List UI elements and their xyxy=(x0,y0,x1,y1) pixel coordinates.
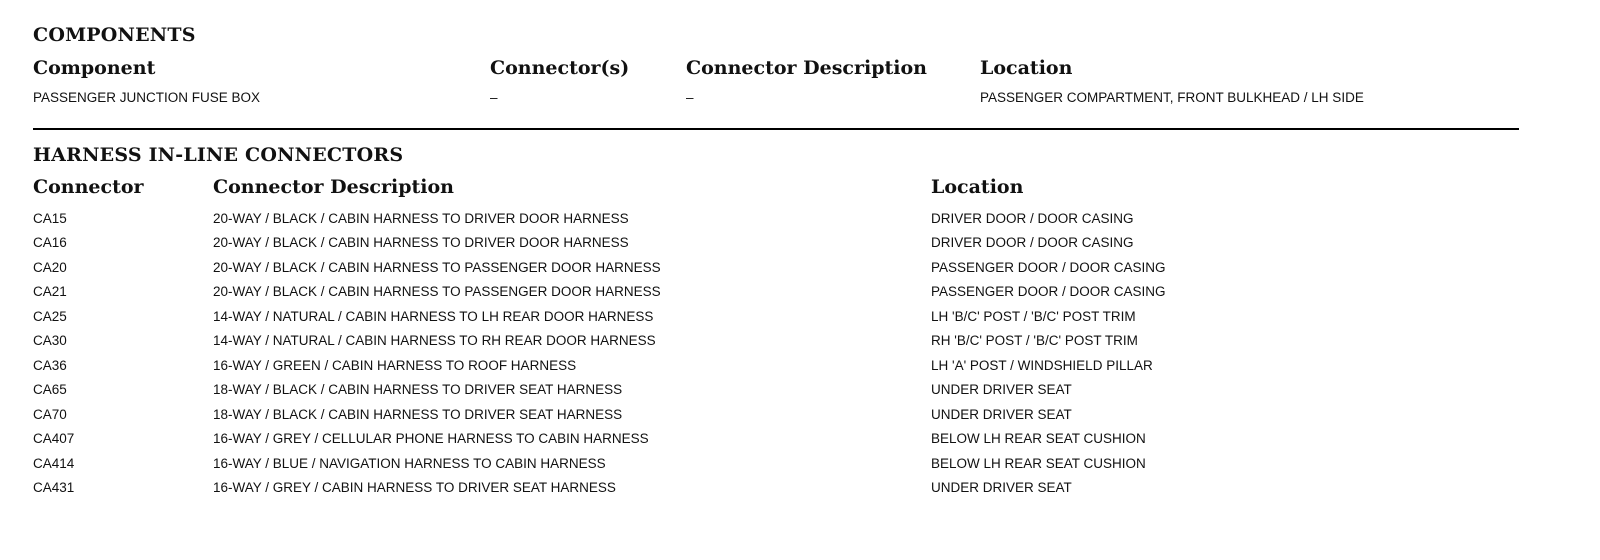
component-cell: PASSENGER JUNCTION FUSE BOX xyxy=(33,90,261,105)
table-row xyxy=(0,260,1600,284)
connector-description-cell: – xyxy=(686,90,694,105)
connector-cell: CA21 xyxy=(33,284,67,299)
location-cell: UNDER DRIVER SEAT xyxy=(931,480,1072,495)
connector-description-cell: 14-WAY / NATURAL / CABIN HARNESS TO LH REAR DOOR HARNESS xyxy=(213,309,654,324)
connector-description-cell: 16-WAY / GREY / CELLULAR PHONE HARNESS TO CABIN HARNESS xyxy=(213,431,649,446)
connector-description-cell: 16-WAY / GREEN / CABIN HARNESS TO ROOF HARNESS xyxy=(213,358,577,373)
connector-description-cell: 20-WAY / BLACK / CABIN HARNESS TO PASSENGER DOOR HARNESS xyxy=(213,284,661,299)
components-title: COMPONENTS xyxy=(33,24,196,46)
location-cell: DRIVER DOOR / DOOR CASING xyxy=(931,235,1134,250)
location-cell: UNDER DRIVER SEAT xyxy=(931,407,1072,422)
table-row xyxy=(0,333,1600,357)
connector-cell: CA407 xyxy=(33,431,75,446)
location-cell: PASSENGER COMPARTMENT, FRONT BULKHEAD / LH SIDE xyxy=(980,90,1364,105)
table-row xyxy=(0,407,1600,431)
harness-header-connector-description: Connector Description xyxy=(213,176,454,198)
location-cell: PASSENGER DOOR / DOOR CASING xyxy=(931,260,1166,275)
connector-cell: CA70 xyxy=(33,407,67,422)
location-cell: DRIVER DOOR / DOOR CASING xyxy=(931,211,1134,226)
connector-description-cell: 18-WAY / BLACK / CABIN HARNESS TO DRIVER SEAT HARNESS xyxy=(213,382,623,397)
location-cell: BELOW LH REAR SEAT CUSHION xyxy=(931,456,1146,471)
table-row xyxy=(0,456,1600,480)
table-row xyxy=(0,235,1600,259)
harness-header-location: Location xyxy=(931,176,1024,198)
connector-cell: CA25 xyxy=(33,309,67,324)
components-header-connector-description: Connector Description xyxy=(686,57,927,79)
connector-cell: CA20 xyxy=(33,260,67,275)
connector-description-cell: 20-WAY / BLACK / CABIN HARNESS TO DRIVER DOOR HARNESS xyxy=(213,235,629,250)
connector-description-cell: 20-WAY / BLACK / CABIN HARNESS TO PASSENGER DOOR HARNESS xyxy=(213,260,661,275)
location-cell: BELOW LH REAR SEAT CUSHION xyxy=(931,431,1146,446)
connector-cell: CA15 xyxy=(33,211,67,226)
connectors-cell: – xyxy=(490,90,498,105)
connector-cell: CA414 xyxy=(33,456,75,471)
section-divider xyxy=(33,128,1519,130)
location-cell: LH 'B/C' POST / 'B/C' POST TRIM xyxy=(931,309,1136,324)
table-row xyxy=(0,211,1600,235)
location-cell: PASSENGER DOOR / DOOR CASING xyxy=(931,284,1166,299)
connector-cell: CA30 xyxy=(33,333,67,348)
connector-description-cell: 16-WAY / GREY / CABIN HARNESS TO DRIVER SEAT HARNESS xyxy=(213,480,616,495)
location-cell: UNDER DRIVER SEAT xyxy=(931,382,1072,397)
components-header-location: Location xyxy=(980,57,1073,79)
connector-cell: CA36 xyxy=(33,358,67,373)
table-row xyxy=(0,284,1600,308)
table-row xyxy=(0,431,1600,455)
connector-cell: CA16 xyxy=(33,235,67,250)
table-row xyxy=(0,90,1600,114)
table-row xyxy=(0,382,1600,406)
table-row xyxy=(0,480,1600,504)
harness-title: HARNESS IN-LINE CONNECTORS xyxy=(33,144,404,166)
harness-header-connector: Connector xyxy=(33,176,144,198)
connector-description-cell: 18-WAY / BLACK / CABIN HARNESS TO DRIVER SEAT HARNESS xyxy=(213,407,623,422)
connector-description-cell: 20-WAY / BLACK / CABIN HARNESS TO DRIVER DOOR HARNESS xyxy=(213,211,629,226)
connector-description-cell: 16-WAY / BLUE / NAVIGATION HARNESS TO CABIN HARNESS xyxy=(213,456,606,471)
location-cell: LH 'A' POST / WINDSHIELD PILLAR xyxy=(931,358,1153,373)
connector-cell: CA65 xyxy=(33,382,67,397)
location-cell: RH 'B/C' POST / 'B/C' POST TRIM xyxy=(931,333,1138,348)
table-row xyxy=(0,309,1600,333)
connector-cell: CA431 xyxy=(33,480,75,495)
components-header-component: Component xyxy=(33,57,156,79)
table-row xyxy=(0,358,1600,382)
components-header-connectors: Connector(s) xyxy=(490,57,630,79)
connector-description-cell: 14-WAY / NATURAL / CABIN HARNESS TO RH REAR DOOR HARNESS xyxy=(213,333,656,348)
